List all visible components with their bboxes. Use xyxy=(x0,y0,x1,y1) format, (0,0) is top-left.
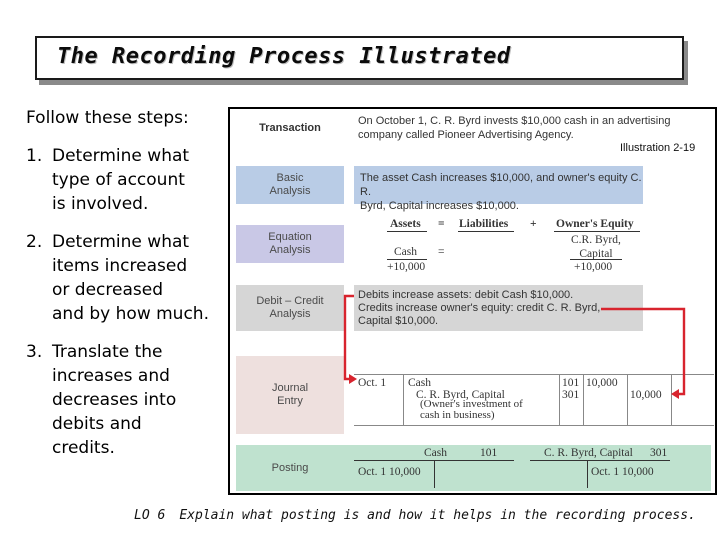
basic-label-line: Basic xyxy=(276,172,304,184)
journal-label xyxy=(236,356,344,434)
journal-credit-account: C. R. Byrd, Capital xyxy=(416,389,505,401)
journal-col-sep-2 xyxy=(559,374,560,426)
step-line: debits and xyxy=(52,414,142,434)
step-number: 3. xyxy=(26,342,43,362)
step-line: Translate the xyxy=(52,342,163,362)
journal-label-line: Entry xyxy=(277,395,303,407)
equation-label-line: Analysis xyxy=(269,244,311,256)
step-line: or decreased xyxy=(52,280,163,300)
journal-debit-account: Cash xyxy=(408,377,431,389)
illustration-panel xyxy=(228,107,717,495)
journal-date: Oct. 1 xyxy=(358,377,387,389)
journal-ref-1: 101 xyxy=(562,377,580,389)
learning-objective-code: LO 6 xyxy=(134,508,166,523)
eq-liabilities-underline xyxy=(458,231,514,232)
journal-ref-2: 301 xyxy=(562,389,580,401)
step-line: decreases into xyxy=(52,390,177,410)
steps-intro: Follow these steps: xyxy=(26,108,189,128)
posting-cap-rule xyxy=(530,460,670,461)
eq-capital-line: Capital xyxy=(579,248,613,260)
eq-equity-underline xyxy=(554,231,640,232)
slide-title: The Recording Process Illustrated xyxy=(57,44,511,69)
step-line: is involved. xyxy=(52,194,149,214)
equation-label xyxy=(236,225,344,263)
eq-cash: Cash xyxy=(394,246,417,258)
step-line: increases and xyxy=(52,366,170,386)
eq-equity: Owner's Equity xyxy=(556,218,634,230)
posting-cap-title: C. R. Byrd, Capital xyxy=(544,447,633,459)
basic-line: Byrd, Capital increases $10,000. xyxy=(360,200,519,212)
eq-capital-line: C.R. Byrd, xyxy=(571,234,621,246)
journal-col-sep-3 xyxy=(583,374,584,426)
basic-label-line: Analysis xyxy=(269,185,311,197)
step-number: 1. xyxy=(26,146,43,166)
arrow-to-journal-debit xyxy=(345,296,354,379)
journal-debit-amt: 10,000 xyxy=(586,377,618,389)
eq-plus: + xyxy=(530,218,537,230)
eq-assets-underline xyxy=(387,231,427,232)
eq-assets: Assets xyxy=(390,218,421,230)
transaction-label: Transaction xyxy=(259,121,321,134)
eq-capital xyxy=(571,233,621,261)
eq-cash-amt: +10,000 xyxy=(387,261,426,273)
debit-credit-label-line: Debit – Credit xyxy=(256,295,324,307)
posting-cap-stem xyxy=(587,460,588,488)
equation-label-line: Equation xyxy=(268,231,312,243)
eq-capital-amt: +10,000 xyxy=(574,261,613,273)
basic-text xyxy=(360,171,650,213)
illustration-tag: Illustration 2-19 xyxy=(620,142,696,154)
eq-equals-2: = xyxy=(438,246,445,258)
debit-credit-text xyxy=(358,289,643,328)
step-3 xyxy=(26,340,226,460)
transaction-line: company called Pioneer Advertising Agency. xyxy=(358,129,574,141)
debit-credit-line: Debits increase assets: debit Cash $10,000. xyxy=(358,289,574,301)
posting-cash-no: 101 xyxy=(480,447,498,459)
debit-credit-label-line: Analysis xyxy=(269,308,311,320)
journal-credit-amt: 10,000 xyxy=(630,389,662,401)
debit-credit-line: Credits increase owner's equity: credit C. R. Byrd, xyxy=(358,302,601,314)
debit-credit-line: Capital $10,000. xyxy=(358,315,439,327)
eq-equals: = xyxy=(438,218,445,230)
journal-col-sep-5 xyxy=(671,374,672,426)
journal-explanation-line: cash in business) xyxy=(420,409,495,421)
steps-list xyxy=(26,106,226,474)
posting-cash-title: Cash xyxy=(424,447,447,459)
step-line: credits. xyxy=(52,438,115,458)
posting-cash-stem xyxy=(434,460,435,488)
learning-objective-text: Explain what posting is and how it helps in the recording process. xyxy=(179,508,696,523)
step-line: items increased xyxy=(52,256,188,276)
journal-explanation-line: (Owner's investment of xyxy=(420,398,523,410)
journal-col-sep-4 xyxy=(627,374,628,426)
step-2 xyxy=(26,230,226,326)
posting-cash-entry: Oct. 1 10,000 xyxy=(358,466,421,478)
posting-cap-no: 301 xyxy=(650,447,668,459)
step-number: 2. xyxy=(26,232,43,252)
basic-label xyxy=(236,166,344,204)
step-1 xyxy=(26,144,226,216)
posting-cap-entry: Oct. 1 10,000 xyxy=(591,466,654,478)
journal-explanation xyxy=(420,399,523,421)
title-box xyxy=(35,36,684,80)
eq-liabilities: Liabilities xyxy=(459,218,509,230)
transaction-line: On October 1, C. R. Byrd invests $10,000 cash in an advertising xyxy=(358,115,671,127)
step-line: Determine what xyxy=(52,146,190,166)
step-line: Determine what xyxy=(52,232,190,252)
debit-credit-label xyxy=(236,285,344,331)
footer xyxy=(134,508,696,523)
journal-label-line: Journal xyxy=(271,382,309,394)
transaction-text xyxy=(358,114,708,142)
step-line: type of account xyxy=(52,170,185,190)
step-line: and by how much. xyxy=(52,304,209,324)
posting-label: Posting xyxy=(271,461,309,474)
basic-line: The asset Cash increases $10,000, and owner's equity C. R. xyxy=(360,172,642,198)
journal-col-sep-1 xyxy=(403,374,404,426)
